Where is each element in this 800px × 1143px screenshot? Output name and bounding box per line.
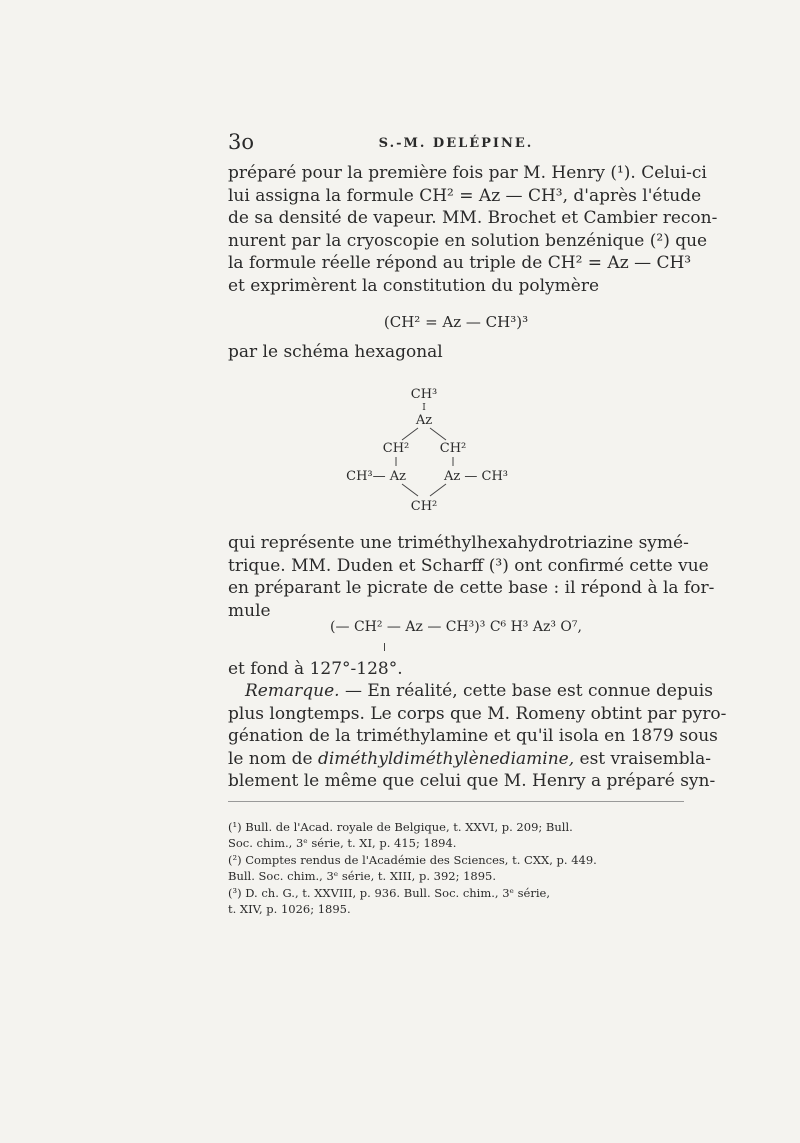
- ring-bond-top: I: [422, 403, 426, 413]
- running-head: S.-M. DELÉPINE.: [378, 136, 534, 151]
- text-line: et exprimèrent la constitution du polymère: [228, 275, 600, 296]
- remarque-text: — En réalité, cette base est connue depuis: [344, 681, 713, 701]
- page-number: 3o: [228, 130, 255, 154]
- text-line: blement le même que celui que M. Henry a préparé syn-: [228, 771, 716, 792]
- ring-bond-line: [430, 428, 446, 440]
- ring-label-upper-right: CH²: [439, 441, 467, 456]
- ring-label-top: CH³: [410, 387, 438, 402]
- ring-bond-line: [402, 484, 418, 496]
- text-line: [228, 680, 713, 703]
- footnote-line: (¹) Bull. de l'Acad. royale de Belgique, t. XXVI, p. 209; Bull.: [228, 820, 573, 834]
- text-line: génation de la triméthylamine et qu'il isola en 1879 sous: [228, 726, 718, 747]
- text-line: lui assigna la formule CH² = Az — CH³, d'après l'étude: [228, 185, 702, 206]
- text-line: [228, 748, 711, 771]
- ring-label-left: CH³— Az: [346, 469, 406, 484]
- formula-bond-mark: [384, 643, 385, 651]
- footnote-line: (²) Comptes rendus de l'Académie des Sciences, t. CXX, p. 449.: [228, 852, 597, 867]
- paragraph-melting-point: [228, 658, 684, 681]
- ring-label-upper-left: CH²: [382, 441, 410, 456]
- footnote-line: t. XIV, p. 1026; 1895.: [228, 902, 351, 917]
- footnotes: [228, 819, 684, 917]
- text-line: plus longtemps. Le corps que M. Romeny obtint par pyro-: [228, 703, 727, 724]
- remarque-label: Remarque.: [245, 681, 340, 701]
- footnote-line: (³) D. ch. G., t. XXVIII, p. 936. Bull. Soc. chim., 3ᵉ série,: [228, 885, 550, 900]
- page-header: [228, 128, 684, 158]
- polymer-formula: (CH² = Az — CH³)³: [383, 313, 529, 331]
- text-line: de sa densité de vapeur. MM. Brochet et Cambier recon-: [228, 208, 718, 229]
- footnote-line: Bull. Soc. chim., 3ᵉ série, t. XIII, p. 392; 1895.: [228, 869, 497, 884]
- text-line: par le schéma hexagonal: [228, 342, 443, 362]
- footnote-line: Soc. chim., 3ᵉ série, t. XI, p. 415; 1894.: [228, 836, 457, 851]
- text-line: la formule réelle répond au triple de CH² = Az — CH³: [228, 253, 692, 274]
- text-line: mule: [228, 600, 271, 621]
- ring-label-bottom: CH²: [410, 499, 438, 514]
- paragraph-duden-scharff: [228, 532, 715, 622]
- paragraph-remarque: [228, 680, 727, 793]
- paragraph-henry: [228, 162, 718, 298]
- ring-bond-line: [430, 484, 446, 496]
- text-line: nurent par la cryoscopie en solution benzénique (²) que: [228, 230, 708, 251]
- paragraph-schema: [228, 341, 684, 364]
- text-line: qui représente une triméthylhexahydrotriazine symé-: [228, 533, 689, 553]
- text-fragment: le nom de: [228, 748, 313, 769]
- text-line: en préparant le picrate de cette base : il répond à la for-: [228, 578, 715, 599]
- footnote-separator: [228, 801, 684, 802]
- ring-label-right: Az — CH³: [444, 469, 508, 484]
- hexagonal-schema-diagram: [332, 384, 532, 520]
- text-fragment: est vraisembla-: [579, 748, 711, 769]
- ring-label-az-top: Az: [415, 413, 433, 428]
- compound-name: diméthyldiméthylènediamine,: [317, 748, 575, 769]
- text-line: préparé pour la première fois par M. Henry (¹). Celui-ci: [228, 163, 707, 183]
- picrate-formula: (— CH² — Az — CH³)³ C⁶ H³ Az³ O⁷,: [330, 619, 582, 635]
- text-line: et fond à 127°-128°.: [228, 659, 403, 679]
- ring-bond-line: [402, 428, 418, 440]
- text-line: trique. MM. Duden et Scharff (³) ont confirmé cette vue: [228, 555, 709, 576]
